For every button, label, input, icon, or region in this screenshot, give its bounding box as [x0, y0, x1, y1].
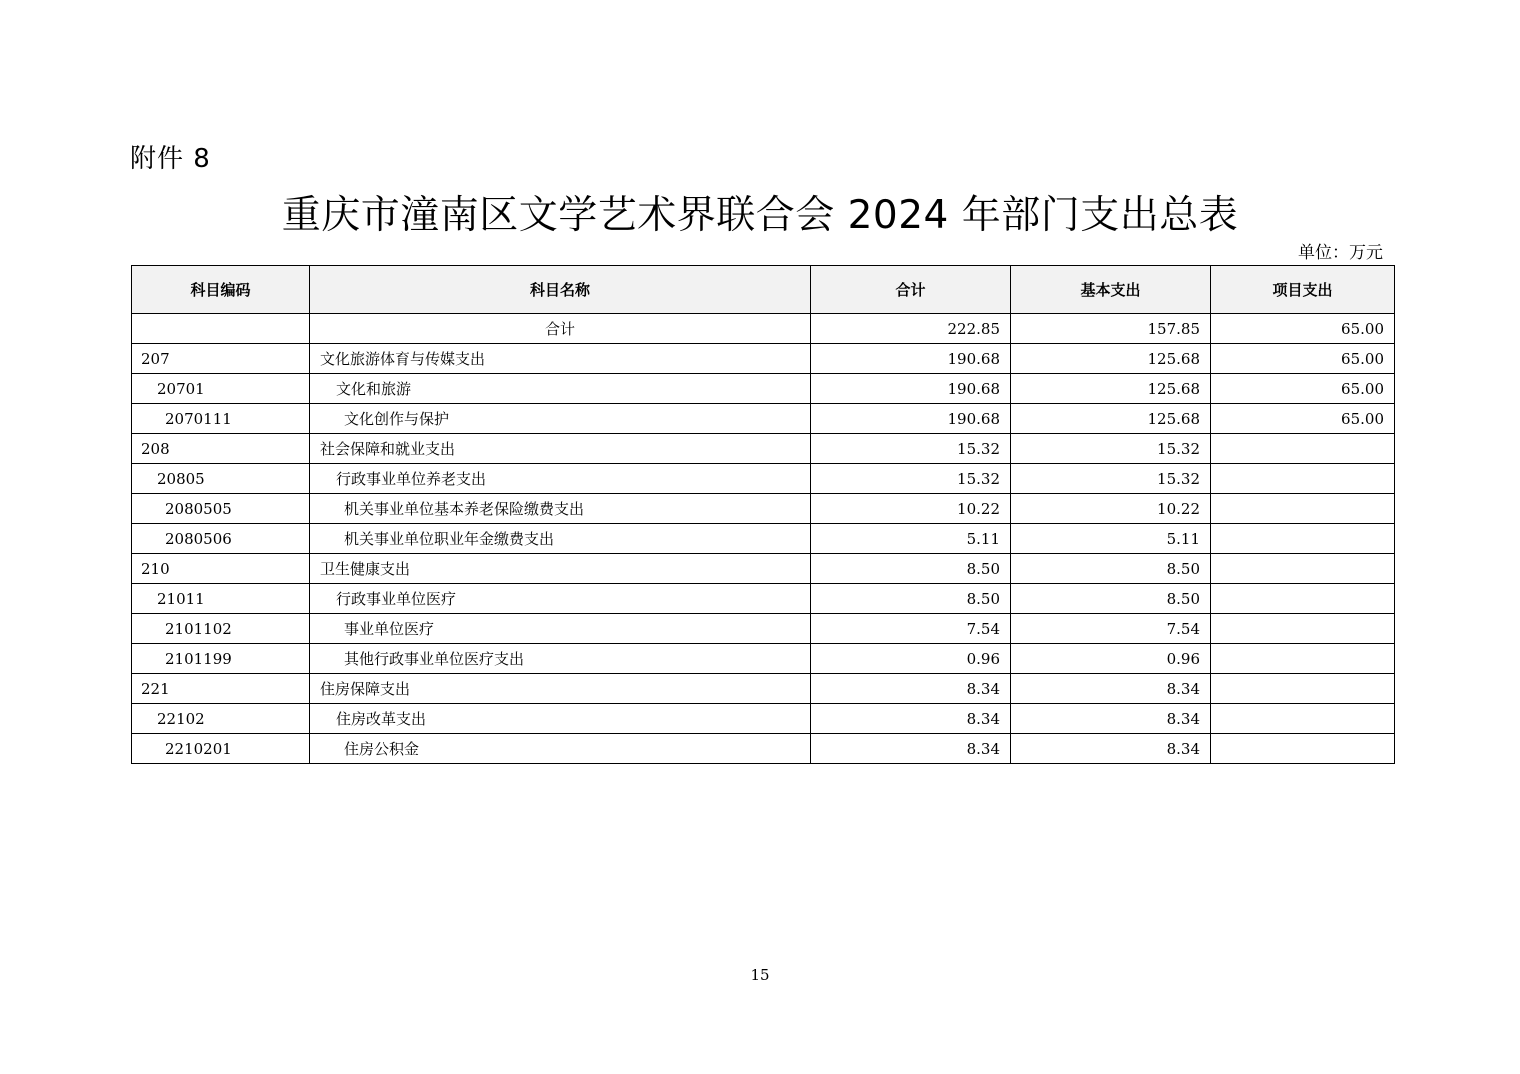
row-code: 22102	[132, 704, 310, 734]
row-basic: 5.11	[1011, 524, 1211, 554]
row-total: 8.50	[811, 554, 1011, 584]
row-basic: 8.34	[1011, 674, 1211, 704]
row-code: 2101199	[132, 644, 310, 674]
row-name: 卫生健康支出	[310, 554, 811, 584]
row-basic: 8.34	[1011, 734, 1211, 764]
table-row	[132, 674, 1395, 704]
row-total: 0.96	[811, 644, 1011, 674]
row-code: 2210201	[132, 734, 310, 764]
row-project	[1211, 584, 1395, 614]
row-name: 住房保障支出	[310, 674, 811, 704]
row-project	[1211, 554, 1395, 584]
row-total: 8.50	[811, 584, 1011, 614]
row-code: 2101102	[132, 614, 310, 644]
row-project	[1211, 614, 1395, 644]
row-total: 5.11	[811, 524, 1011, 554]
row-name: 机关事业单位职业年金缴费支出	[310, 524, 811, 554]
row-name: 文化创作与保护	[310, 404, 811, 434]
row-project	[1211, 434, 1395, 464]
row-name: 其他行政事业单位医疗支出	[310, 644, 811, 674]
row-basic: 125.68	[1011, 344, 1211, 374]
row-project: 65.00	[1211, 404, 1395, 434]
row-basic: 10.22	[1011, 494, 1211, 524]
row-code: 21011	[132, 584, 310, 614]
row-code: 208	[132, 434, 310, 464]
row-project: 65.00	[1211, 374, 1395, 404]
row-total: 7.54	[811, 614, 1011, 644]
row-name: 社会保障和就业支出	[310, 434, 811, 464]
table-row	[132, 434, 1395, 464]
table-row	[132, 614, 1395, 644]
table-row	[132, 584, 1395, 614]
row-basic: 7.54	[1011, 614, 1211, 644]
row-total: 15.32	[811, 464, 1011, 494]
row-name: 事业单位医疗	[310, 614, 811, 644]
row-project	[1211, 644, 1395, 674]
row-basic: 125.68	[1011, 404, 1211, 434]
row-total: 190.68	[811, 344, 1011, 374]
row-name: 行政事业单位养老支出	[310, 464, 811, 494]
row-project	[1211, 494, 1395, 524]
table-row	[132, 704, 1395, 734]
row-total: 222.85	[811, 314, 1011, 344]
row-code: 207	[132, 344, 310, 374]
header-basic-expenditure: 基本支出	[1011, 266, 1211, 314]
table-row-total	[132, 314, 1395, 344]
unit-label: 单位：万元	[1298, 243, 1383, 263]
row-code: 20805	[132, 464, 310, 494]
row-code: 2080505	[132, 494, 310, 524]
row-total: 190.68	[811, 404, 1011, 434]
row-project	[1211, 464, 1395, 494]
row-project	[1211, 704, 1395, 734]
row-name: 机关事业单位基本养老保险缴费支出	[310, 494, 811, 524]
table-row	[132, 374, 1395, 404]
row-name: 住房改革支出	[310, 704, 811, 734]
row-name: 行政事业单位医疗	[310, 584, 811, 614]
attachment-label: 附件 8	[130, 144, 211, 174]
row-name: 合计	[310, 314, 811, 344]
row-project	[1211, 734, 1395, 764]
table-row	[132, 494, 1395, 524]
header-project-expenditure: 项目支出	[1211, 266, 1395, 314]
header-subject-code: 科目编码	[132, 266, 310, 314]
row-total: 10.22	[811, 494, 1011, 524]
row-project	[1211, 524, 1395, 554]
row-project: 65.00	[1211, 314, 1395, 344]
row-code: 2070111	[132, 404, 310, 434]
row-basic: 15.32	[1011, 464, 1211, 494]
document-title: 重庆市潼南区文学艺术界联合会 2024 年部门支出总表	[281, 193, 1239, 238]
row-project	[1211, 674, 1395, 704]
header-subject-name: 科目名称	[310, 266, 811, 314]
row-total: 8.34	[811, 734, 1011, 764]
row-basic: 8.50	[1011, 584, 1211, 614]
expenditure-table	[131, 265, 1395, 764]
table-header-row	[132, 266, 1395, 314]
row-total: 190.68	[811, 374, 1011, 404]
table-row	[132, 344, 1395, 374]
page-number: 15	[750, 966, 770, 984]
row-name: 文化旅游体育与传媒支出	[310, 344, 811, 374]
row-total: 15.32	[811, 434, 1011, 464]
row-code: 221	[132, 674, 310, 704]
row-basic: 125.68	[1011, 374, 1211, 404]
table-row	[132, 554, 1395, 584]
table-row	[132, 524, 1395, 554]
row-code: 20701	[132, 374, 310, 404]
header-total: 合计	[811, 266, 1011, 314]
row-basic: 15.32	[1011, 434, 1211, 464]
row-name: 住房公积金	[310, 734, 811, 764]
table-row	[132, 644, 1395, 674]
table-row	[132, 404, 1395, 434]
row-total: 8.34	[811, 674, 1011, 704]
row-total: 8.34	[811, 704, 1011, 734]
row-name: 文化和旅游	[310, 374, 811, 404]
row-code	[132, 314, 310, 344]
row-basic: 0.96	[1011, 644, 1211, 674]
row-basic: 8.34	[1011, 704, 1211, 734]
row-code: 210	[132, 554, 310, 584]
table-row	[132, 734, 1395, 764]
row-project: 65.00	[1211, 344, 1395, 374]
table-row	[132, 464, 1395, 494]
row-basic: 8.50	[1011, 554, 1211, 584]
row-code: 2080506	[132, 524, 310, 554]
row-basic: 157.85	[1011, 314, 1211, 344]
